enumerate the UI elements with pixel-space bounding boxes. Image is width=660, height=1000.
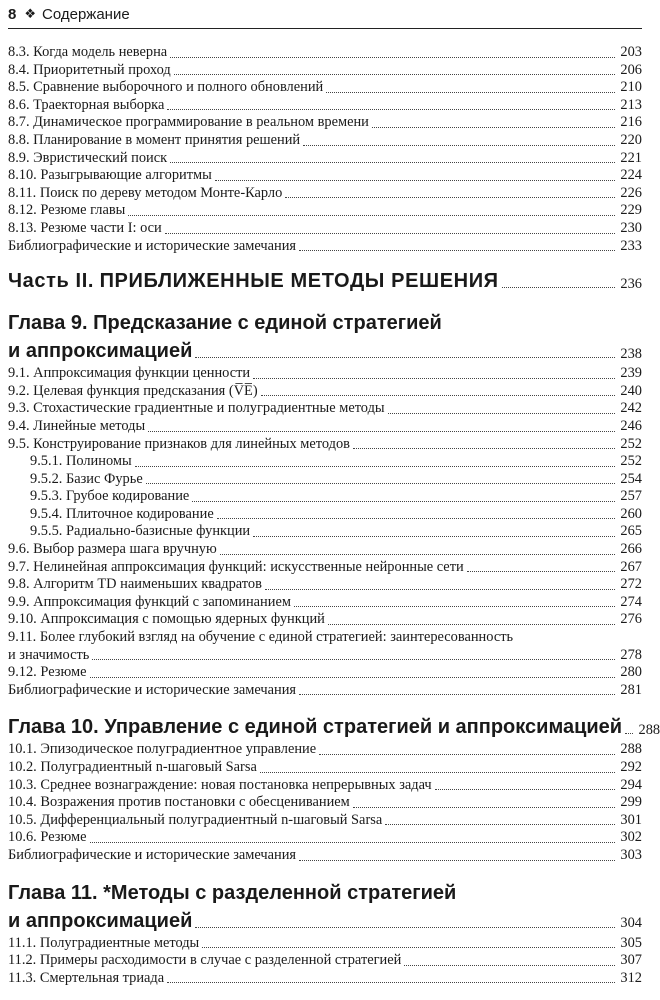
- leader-dots: [167, 109, 615, 110]
- toc-entry[interactable]: 9.7. Нелинейная аппроксимация функций: искусственные нейронные сети 267: [8, 558, 642, 575]
- leader-dots: [128, 215, 615, 216]
- toc-entry[interactable]: Библиографические и исторические замечания 233: [8, 237, 642, 254]
- toc-chapter-10: [8, 713, 660, 864]
- toc-entry-wrapped-line[interactable]: 9.11. Более глубокий взгляд на обучение с единой стратегией: заинтересованность: [8, 629, 514, 646]
- leader-dots: [170, 57, 615, 58]
- toc-entry[interactable]: 8.6. Траекторная выборка 213: [8, 96, 642, 113]
- chapter-heading-cont[interactable]: и аппроксимацией 304: [8, 909, 642, 932]
- toc-entry[interactable]: 9.10. Аппроксимация с помощью ядерных функций 276: [8, 611, 642, 628]
- leader-dots: [299, 694, 615, 695]
- toc-entry[interactable]: 8.4. Приоритетный проход 206: [8, 61, 642, 78]
- leader-dots: [90, 677, 616, 678]
- leader-dots: [146, 483, 615, 484]
- leader-dots: [285, 197, 615, 198]
- leader-dots: [435, 789, 615, 790]
- toc-subentry[interactable]: 9.5.2. Базис Фурье 254: [30, 470, 642, 487]
- toc-entry[interactable]: 8.8. Планирование в момент принятия решений 220: [8, 131, 642, 148]
- toc-subentry[interactable]: 9.5.4. Плиточное кодирование 260: [30, 505, 642, 522]
- leader-dots: [220, 554, 615, 555]
- leader-dots: [294, 606, 615, 607]
- toc-entry[interactable]: 9.8. Алгоритм TD наименьших квадратов 272: [8, 576, 642, 593]
- leader-dots: [253, 536, 615, 537]
- leader-dots: [90, 842, 616, 843]
- leader-dots: [167, 982, 615, 983]
- leader-dots: [174, 74, 615, 75]
- running-title: Содержание: [42, 5, 130, 23]
- toc-entry[interactable]: 11.3. Смертельная триада 312: [8, 969, 642, 986]
- leader-dots: [388, 413, 615, 414]
- toc-entry[interactable]: 8.3. Когда модель неверна 203: [8, 44, 642, 60]
- toc-entry[interactable]: 8.13. Резюме части I: оси 230: [8, 219, 642, 236]
- chapter-heading-cont[interactable]: и аппроксимацией 238: [8, 340, 642, 363]
- page-number: 8: [8, 5, 17, 23]
- leader-dots: [135, 466, 615, 467]
- leader-dots: [467, 571, 615, 572]
- leader-dots: [217, 518, 615, 519]
- toc-entry[interactable]: 11.1. Полуградиентные методы 305: [8, 934, 642, 951]
- leader-dots: [192, 501, 615, 502]
- leader-dots: [92, 659, 615, 660]
- toc-entry[interactable]: 9.1. Аппроксимация функции ценности 239: [8, 365, 642, 382]
- toc-entry[interactable]: 8.12. Резюме главы 229: [8, 202, 642, 219]
- part-page: 236: [620, 275, 642, 292]
- running-header: [8, 2, 642, 26]
- toc-entry[interactable]: 10.1. Эпизодическое полуградиентное управление 288: [8, 741, 642, 758]
- ornament-icon: ❖: [24, 6, 36, 21]
- part-label: Часть II.: [8, 270, 95, 293]
- toc-chapter-9: [8, 309, 642, 699]
- leader-dots: [299, 250, 615, 251]
- toc-entry[interactable]: Библиографические и исторические замечания 281: [8, 681, 642, 698]
- leader-dots: [195, 927, 615, 928]
- toc-entry[interactable]: 9.12. Резюме 280: [8, 664, 642, 681]
- table-of-contents: [8, 44, 660, 987]
- leader-dots: [260, 772, 615, 773]
- toc-entry[interactable]: 10.2. Полуградиентный n-шаговый Sarsa 292: [8, 759, 642, 775]
- toc-entry[interactable]: 11.2. Примеры расходимости в случае с разделенной стратегией 307: [8, 952, 642, 969]
- toc-entry[interactable]: 10.5. Дифференциальный полуградиентный n-шаговый Sarsa 301: [8, 811, 642, 828]
- toc-entry[interactable]: 9.6. Выбор размера шага вручную 266: [8, 541, 642, 558]
- leader-dots: [625, 733, 633, 734]
- leader-dots: [328, 624, 615, 625]
- toc-entry[interactable]: 8.9. Эвристический поиск 221: [8, 149, 642, 166]
- toc-entry[interactable]: 9.4. Линейные методы 246: [8, 417, 642, 434]
- leader-dots: [385, 824, 615, 825]
- chapter-heading[interactable]: Глава 10. Управление с единой стратегией и аппроксимацией 288: [8, 716, 660, 739]
- leader-dots: [299, 860, 615, 861]
- toc-entry[interactable]: 8.11. Поиск по дереву методом Монте-Карло 226: [8, 184, 642, 201]
- toc-entry[interactable]: 10.6. Резюме 302: [8, 829, 642, 846]
- toc-entry[interactable]: 8.7. Динамическое программирование в реальном времени 216: [8, 114, 642, 131]
- leader-dots: [353, 448, 615, 449]
- leader-dots: [372, 127, 615, 128]
- leader-dots: [148, 431, 615, 432]
- leader-dots: [319, 754, 615, 755]
- toc-entry[interactable]: 10.4. Возражения против постановки с обесцениванием 299: [8, 794, 642, 811]
- toc-section-ch8: [8, 44, 642, 255]
- toc-part-2[interactable]: [8, 267, 642, 295]
- leader-dots: [170, 162, 615, 163]
- toc-chapter-11: [8, 879, 642, 988]
- leader-dots: [502, 287, 615, 288]
- toc-entry[interactable]: и значимость 278: [8, 646, 642, 663]
- leader-dots: [202, 947, 615, 948]
- toc-entry[interactable]: 9.5. Конструирование признаков для линейных методов 252: [8, 435, 642, 452]
- leader-dots: [404, 965, 615, 966]
- leader-dots: [261, 395, 615, 396]
- leader-dots: [165, 233, 615, 234]
- leader-dots: [326, 92, 615, 93]
- toc-entry[interactable]: 8.10. Разыгрывающие алгоритмы 224: [8, 167, 642, 184]
- toc-entry[interactable]: Библиографические и исторические замечания 303: [8, 846, 642, 863]
- leader-dots: [353, 807, 615, 808]
- toc-subentry[interactable]: 9.5.5. Радиально-базисные функции 265: [30, 523, 642, 540]
- toc-entry[interactable]: 8.5. Сравнение выборочного и полного обновлений 210: [8, 79, 642, 96]
- chapter-heading[interactable]: Глава 9. Предсказание с единой стратегией: [8, 312, 442, 335]
- leader-dots: [215, 180, 615, 181]
- toc-entry[interactable]: 9.2. Целевая функция предсказания (V̅E̅) 240: [8, 382, 642, 399]
- leader-dots: [253, 378, 615, 379]
- toc-entry[interactable]: 9.3. Стохастические градиентные и полуградиентные методы 242: [8, 400, 642, 417]
- part-title: ПРИБЛИЖЕННЫЕ МЕТОДЫ РЕШЕНИЯ: [99, 270, 499, 293]
- leader-dots: [195, 357, 615, 358]
- header-rule: [8, 28, 642, 29]
- toc-subentry[interactable]: 9.5.3. Грубое кодирование 257: [30, 488, 642, 505]
- toc-entry[interactable]: 10.3. Среднее вознаграждение: новая постановка непрерывных задач 294: [8, 776, 642, 793]
- toc-entry[interactable]: 9.9. Аппроксимация функций с запоминанием 274: [8, 593, 642, 610]
- toc-subentry[interactable]: 9.5.1. Полиномы 252: [30, 453, 642, 470]
- chapter-heading[interactable]: Глава 11. *Методы с разделенной стратегией: [8, 881, 457, 904]
- leader-dots: [265, 589, 615, 590]
- leader-dots: [303, 145, 615, 146]
